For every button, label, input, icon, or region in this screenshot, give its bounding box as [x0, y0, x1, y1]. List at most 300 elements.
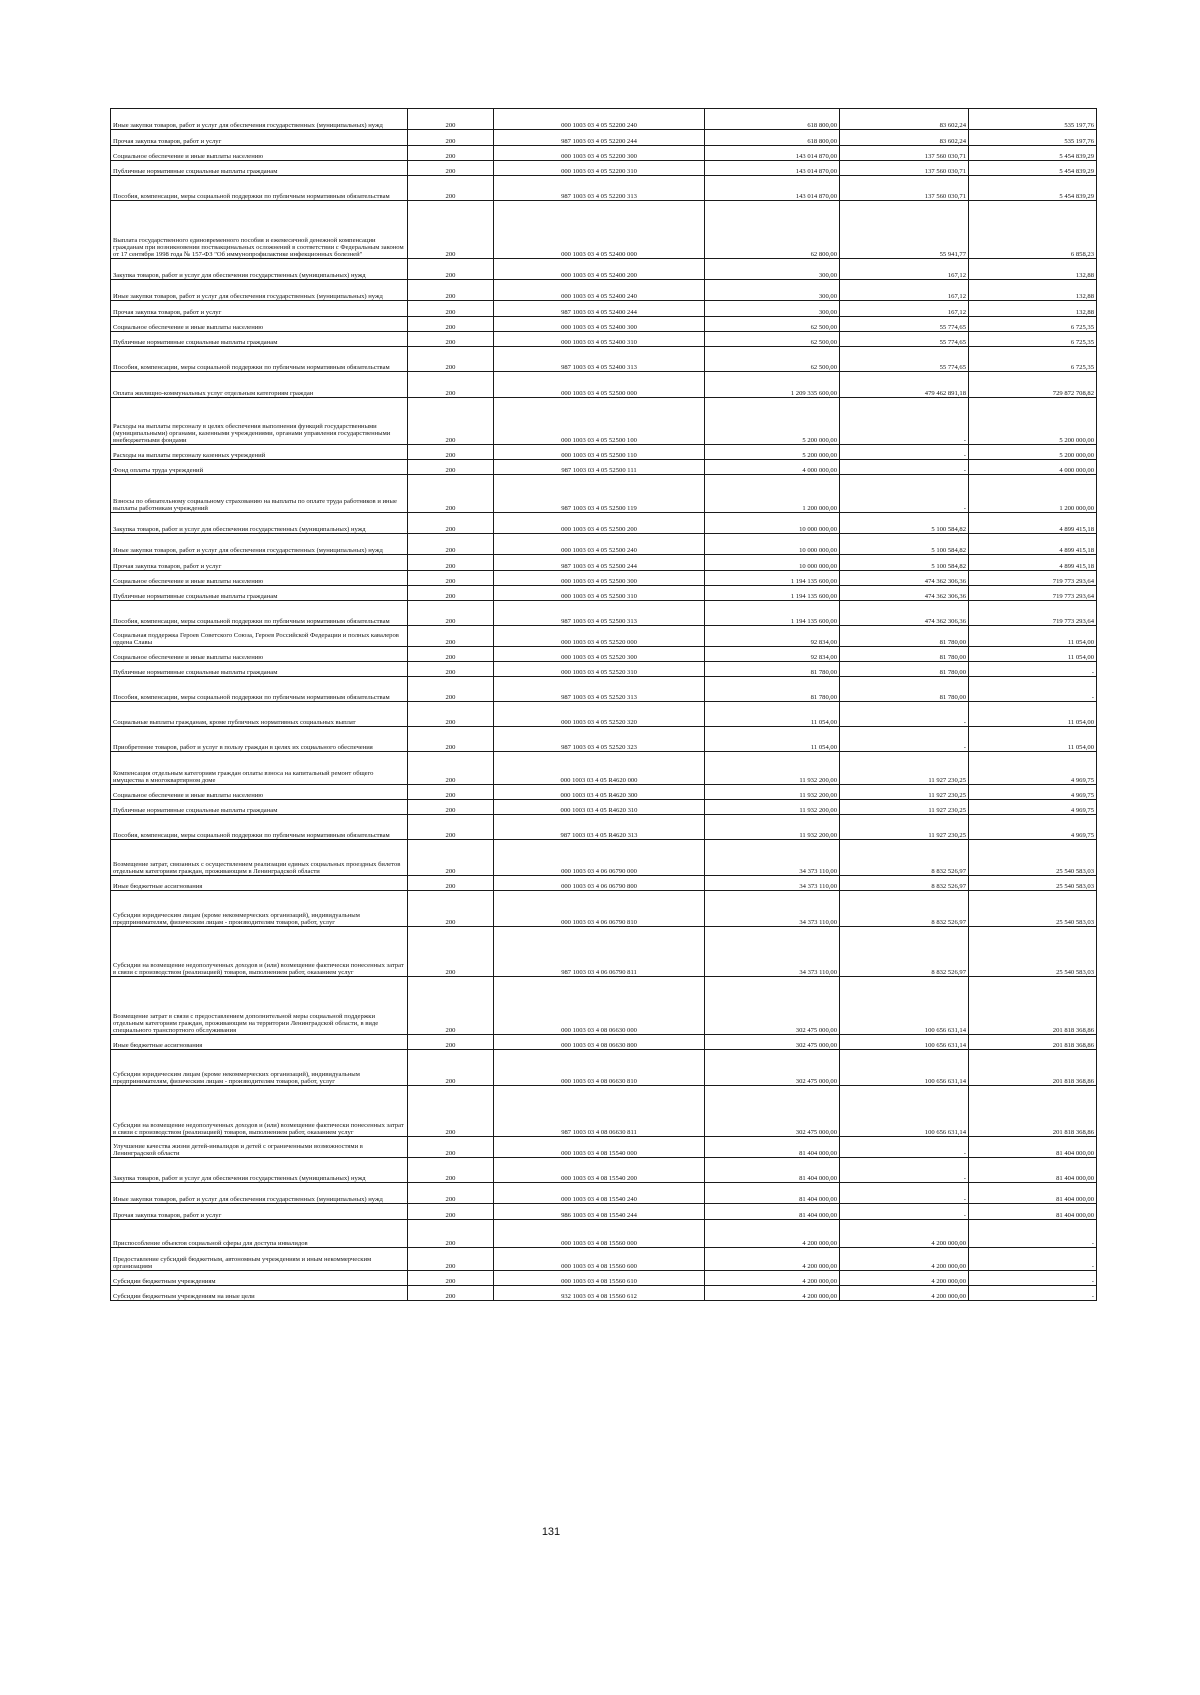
- line-code-cell: 200: [408, 259, 494, 280]
- executed-amount-cell: 8 832 526,97: [840, 891, 969, 927]
- budget-classification-code-cell: 000 1003 03 4 08 15540 240: [494, 1183, 705, 1204]
- approved-amount-cell: 1 194 135 600,00: [705, 571, 840, 586]
- executed-amount-cell: 83 602,24: [840, 109, 969, 130]
- budget-classification-code-cell: 987 1003 03 4 05 52520 323: [494, 727, 705, 752]
- line-code-cell: 200: [408, 332, 494, 347]
- line-code-cell: 200: [408, 176, 494, 201]
- expense-name-cell: Иные бюджетные ассигнования: [111, 1035, 408, 1050]
- executed-amount-cell: 55 774,65: [840, 332, 969, 347]
- table-row: [111, 534, 1097, 555]
- executed-amount-cell: 11 927 230,25: [840, 800, 969, 815]
- line-code-cell: 200: [408, 201, 494, 259]
- approved-amount-cell: 143 014 870,00: [705, 176, 840, 201]
- approved-amount-cell: 143 014 870,00: [705, 161, 840, 176]
- executed-amount-cell: 81 780,00: [840, 662, 969, 677]
- line-code-cell: 200: [408, 571, 494, 586]
- approved-amount-cell: 34 373 110,00: [705, 927, 840, 977]
- table-row: [111, 513, 1097, 534]
- expense-name-cell: Расходы на выплаты персоналу казенных учреждений: [111, 445, 408, 460]
- approved-amount-cell: 10 000 000,00: [705, 534, 840, 555]
- expense-name-cell: Закупка товаров, работ и услуг для обеспечения государственных (муниципальных) нужд: [111, 513, 408, 534]
- line-code-cell: 200: [408, 1158, 494, 1183]
- budget-classification-code-cell: 987 1003 03 4 05 52200 244: [494, 130, 705, 146]
- executed-amount-cell: -: [840, 702, 969, 727]
- executed-amount-cell: 83 602,24: [840, 130, 969, 146]
- approved-amount-cell: 81 780,00: [705, 662, 840, 677]
- approved-amount-cell: 618 800,00: [705, 109, 840, 130]
- unexecuted-amount-cell: 5 200 000,00: [969, 398, 1097, 445]
- line-code-cell: 200: [408, 130, 494, 146]
- approved-amount-cell: 300,00: [705, 301, 840, 317]
- line-code-cell: 200: [408, 1035, 494, 1050]
- line-code-cell: 200: [408, 586, 494, 601]
- approved-amount-cell: 62 500,00: [705, 332, 840, 347]
- budget-classification-code-cell: 000 1003 03 4 05 52520 320: [494, 702, 705, 727]
- line-code-cell: 200: [408, 626, 494, 647]
- executed-amount-cell: 11 927 230,25: [840, 752, 969, 785]
- expense-name-cell: Пособия, компенсации, меры социальной поддержки по публичным нормативным обязательствам: [111, 677, 408, 702]
- expense-name-cell: Приспособление объектов социальной сферы для доступа инвалидов: [111, 1220, 408, 1248]
- table-row: [111, 259, 1097, 280]
- budget-classification-code-cell: 000 1003 03 4 08 15560 600: [494, 1248, 705, 1271]
- line-code-cell: 200: [408, 752, 494, 785]
- approved-amount-cell: 618 800,00: [705, 130, 840, 146]
- budget-classification-code-cell: 000 1003 03 4 05 52500 110: [494, 445, 705, 460]
- line-code-cell: 200: [408, 800, 494, 815]
- unexecuted-amount-cell: 5 200 000,00: [969, 445, 1097, 460]
- approved-amount-cell: 143 014 870,00: [705, 146, 840, 161]
- table-row: [111, 977, 1097, 1035]
- expense-name-cell: Публичные нормативные социальные выплаты гражданам: [111, 161, 408, 176]
- expense-name-cell: Взносы по обязательному социальному страхованию на выплаты по оплате труда работников и иные выплаты работникам учреждений: [111, 475, 408, 513]
- table-row: [111, 647, 1097, 662]
- expense-name-cell: Пособия, компенсации, меры социальной поддержки по публичным нормативным обязательствам: [111, 347, 408, 372]
- expense-name-cell: Иные закупки товаров, работ и услуг для обеспечения государственных (муниципальных) нужд: [111, 534, 408, 555]
- approved-amount-cell: 4 200 000,00: [705, 1220, 840, 1248]
- unexecuted-amount-cell: 5 454 839,29: [969, 146, 1097, 161]
- line-code-cell: 200: [408, 146, 494, 161]
- unexecuted-amount-cell: 535 197,76: [969, 130, 1097, 146]
- line-code-cell: 200: [408, 301, 494, 317]
- unexecuted-amount-cell: 535 197,76: [969, 109, 1097, 130]
- approved-amount-cell: 11 054,00: [705, 727, 840, 752]
- line-code-cell: 200: [408, 1050, 494, 1086]
- budget-classification-code-cell: 987 1003 03 4 08 06630 811: [494, 1086, 705, 1137]
- table-row: [111, 130, 1097, 146]
- approved-amount-cell: 11 932 200,00: [705, 752, 840, 785]
- unexecuted-amount-cell: 4 899 415,18: [969, 555, 1097, 571]
- budget-classification-code-cell: 987 1003 03 4 05 R4620 313: [494, 815, 705, 840]
- executed-amount-cell: 4 200 000,00: [840, 1248, 969, 1271]
- expense-name-cell: Социальная поддержка Героев Советского Союза, Героев Российской Федерации и полных кавалеров ордена Славы: [111, 626, 408, 647]
- approved-amount-cell: 81 404 000,00: [705, 1204, 840, 1220]
- line-code-cell: 200: [408, 891, 494, 927]
- unexecuted-amount-cell: 81 404 000,00: [969, 1158, 1097, 1183]
- budget-classification-code-cell: 987 1003 03 4 05 52500 111: [494, 460, 705, 475]
- approved-amount-cell: 81 780,00: [705, 677, 840, 702]
- line-code-cell: 200: [408, 1183, 494, 1204]
- budget-classification-code-cell: 987 1003 03 4 05 52400 313: [494, 347, 705, 372]
- expense-name-cell: Субсидии бюджетным учреждениям: [111, 1271, 408, 1286]
- unexecuted-amount-cell: 4 969,75: [969, 800, 1097, 815]
- executed-amount-cell: 4 200 000,00: [840, 1286, 969, 1301]
- unexecuted-amount-cell: 11 054,00: [969, 702, 1097, 727]
- line-code-cell: 200: [408, 1286, 494, 1301]
- line-code-cell: 200: [408, 702, 494, 727]
- line-code-cell: 200: [408, 1086, 494, 1137]
- budget-classification-code-cell: 000 1003 03 4 05 52200 240: [494, 109, 705, 130]
- budget-classification-code-cell: 000 1003 03 4 05 52500 000: [494, 372, 705, 398]
- table-row: [111, 800, 1097, 815]
- table-row: [111, 280, 1097, 301]
- expense-name-cell: Предоставление субсидий бюджетным, автономным учреждениям и иным некоммерческим организациям: [111, 1248, 408, 1271]
- table-row: [111, 785, 1097, 800]
- executed-amount-cell: 137 560 030,71: [840, 176, 969, 201]
- line-code-cell: 200: [408, 109, 494, 130]
- budget-classification-code-cell: 000 1003 03 4 08 06630 000: [494, 977, 705, 1035]
- table-row: [111, 1248, 1097, 1271]
- budget-classification-code-cell: 987 1003 03 4 05 52500 313: [494, 601, 705, 626]
- executed-amount-cell: 81 780,00: [840, 677, 969, 702]
- table-row: [111, 475, 1097, 513]
- table-row: [111, 1286, 1097, 1301]
- expense-name-cell: Улучшение качества жизни детей-инвалидов и детей с ограниченными возможностями в Ленинградской области: [111, 1137, 408, 1158]
- executed-amount-cell: 100 656 631,14: [840, 1035, 969, 1050]
- executed-amount-cell: -: [840, 475, 969, 513]
- approved-amount-cell: 92 834,00: [705, 626, 840, 647]
- budget-classification-code-cell: 000 1003 03 4 05 52520 310: [494, 662, 705, 677]
- unexecuted-amount-cell: -: [969, 677, 1097, 702]
- unexecuted-amount-cell: 132,88: [969, 280, 1097, 301]
- expense-name-cell: Закупка товаров, работ и услуг для обеспечения государственных (муниципальных) нужд: [111, 259, 408, 280]
- executed-amount-cell: 81 780,00: [840, 647, 969, 662]
- expense-name-cell: Субсидии на возмещение недополученных доходов и (или) возмещение фактически понесенных затрат в связи с производством (реализацией) товаров, выполнением работ, оказанием услуг: [111, 927, 408, 977]
- executed-amount-cell: 479 462 891,18: [840, 372, 969, 398]
- table-body: [111, 109, 1097, 1301]
- line-code-cell: 200: [408, 347, 494, 372]
- expense-name-cell: Фонд оплаты труда учреждений: [111, 460, 408, 475]
- budget-classification-code-cell: 000 1003 03 4 05 52500 200: [494, 513, 705, 534]
- executed-amount-cell: 100 656 631,14: [840, 1086, 969, 1137]
- table-row: [111, 677, 1097, 702]
- table-row: [111, 146, 1097, 161]
- table-row: [111, 109, 1097, 130]
- approved-amount-cell: 62 500,00: [705, 347, 840, 372]
- line-code-cell: 200: [408, 280, 494, 301]
- executed-amount-cell: 5 100 584,82: [840, 513, 969, 534]
- budget-classification-code-cell: 000 1003 03 4 05 52400 000: [494, 201, 705, 259]
- budget-classification-code-cell: 000 1003 03 4 06 06790 800: [494, 876, 705, 891]
- budget-classification-code-cell: 000 1003 03 4 08 15540 200: [494, 1158, 705, 1183]
- unexecuted-amount-cell: 6 725,35: [969, 332, 1097, 347]
- budget-execution-table: [110, 108, 1097, 1301]
- approved-amount-cell: 302 475 000,00: [705, 1035, 840, 1050]
- approved-amount-cell: 81 404 000,00: [705, 1137, 840, 1158]
- table-row: [111, 571, 1097, 586]
- line-code-cell: 200: [408, 840, 494, 876]
- executed-amount-cell: 474 362 306,36: [840, 586, 969, 601]
- expense-name-cell: Публичные нормативные социальные выплаты гражданам: [111, 586, 408, 601]
- approved-amount-cell: 34 373 110,00: [705, 840, 840, 876]
- budget-classification-code-cell: 000 1003 03 4 05 52520 000: [494, 626, 705, 647]
- unexecuted-amount-cell: 719 773 293,64: [969, 571, 1097, 586]
- expense-name-cell: Публичные нормативные социальные выплаты гражданам: [111, 800, 408, 815]
- executed-amount-cell: 55 774,65: [840, 347, 969, 372]
- table-row: [111, 1035, 1097, 1050]
- table-row: [111, 1158, 1097, 1183]
- budget-classification-code-cell: 986 1003 03 4 08 15540 244: [494, 1204, 705, 1220]
- expense-name-cell: Закупка товаров, работ и услуг для обеспечения государственных (муниципальных) нужд: [111, 1158, 408, 1183]
- approved-amount-cell: 4 200 000,00: [705, 1271, 840, 1286]
- line-code-cell: 200: [408, 372, 494, 398]
- budget-classification-code-cell: 000 1003 03 4 05 52520 300: [494, 647, 705, 662]
- budget-classification-code-cell: 000 1003 03 4 08 15540 000: [494, 1137, 705, 1158]
- approved-amount-cell: 4 000 000,00: [705, 460, 840, 475]
- approved-amount-cell: 34 373 110,00: [705, 891, 840, 927]
- unexecuted-amount-cell: 4 969,75: [969, 785, 1097, 800]
- executed-amount-cell: 167,12: [840, 259, 969, 280]
- unexecuted-amount-cell: 5 454 839,29: [969, 176, 1097, 201]
- approved-amount-cell: 11 932 200,00: [705, 815, 840, 840]
- expense-name-cell: Публичные нормативные социальные выплаты гражданам: [111, 662, 408, 677]
- executed-amount-cell: 81 780,00: [840, 626, 969, 647]
- approved-amount-cell: 11 054,00: [705, 702, 840, 727]
- expense-name-cell: Социальное обеспечение и иные выплаты населению: [111, 571, 408, 586]
- executed-amount-cell: 4 200 000,00: [840, 1220, 969, 1248]
- table-row: [111, 815, 1097, 840]
- table-row: [111, 1050, 1097, 1086]
- approved-amount-cell: 1 209 335 600,00: [705, 372, 840, 398]
- unexecuted-amount-cell: 25 540 583,03: [969, 876, 1097, 891]
- expense-name-cell: Оплата жилищно-коммунальных услуг отдельным категориям граждан: [111, 372, 408, 398]
- table-row: [111, 372, 1097, 398]
- table-row: [111, 1086, 1097, 1137]
- line-code-cell: 200: [408, 513, 494, 534]
- table-row: [111, 555, 1097, 571]
- approved-amount-cell: 11 932 200,00: [705, 785, 840, 800]
- table-row: [111, 727, 1097, 752]
- table-row: [111, 445, 1097, 460]
- approved-amount-cell: 81 404 000,00: [705, 1158, 840, 1183]
- expense-name-cell: Социальное обеспечение и иные выплаты населению: [111, 647, 408, 662]
- unexecuted-amount-cell: 4 000 000,00: [969, 460, 1097, 475]
- table-row: [111, 626, 1097, 647]
- unexecuted-amount-cell: 4 969,75: [969, 752, 1097, 785]
- unexecuted-amount-cell: 5 454 839,29: [969, 161, 1097, 176]
- expense-name-cell: Субсидии юридическим лицам (кроме некоммерческих организаций), индивидуальным предпринимателям, физическим лицам - производителям товаров, работ, услуг: [111, 891, 408, 927]
- table-row: [111, 891, 1097, 927]
- expense-name-cell: Субсидии на возмещение недополученных доходов и (или) возмещение фактически понесенных затрат в связи с производством (реализацией) товаров, выполнением работ, оказанием услуг: [111, 1086, 408, 1137]
- approved-amount-cell: 81 404 000,00: [705, 1183, 840, 1204]
- unexecuted-amount-cell: 4 899 415,18: [969, 534, 1097, 555]
- unexecuted-amount-cell: 201 818 368,86: [969, 1035, 1097, 1050]
- line-code-cell: 200: [408, 1137, 494, 1158]
- approved-amount-cell: 4 200 000,00: [705, 1286, 840, 1301]
- expense-name-cell: Субсидии бюджетным учреждениям на иные цели: [111, 1286, 408, 1301]
- table-row: [111, 601, 1097, 626]
- executed-amount-cell: 5 100 584,82: [840, 534, 969, 555]
- unexecuted-amount-cell: 4 969,75: [969, 815, 1097, 840]
- budget-classification-code-cell: 987 1003 03 4 05 52200 313: [494, 176, 705, 201]
- expense-name-cell: Социальное обеспечение и иные выплаты населению: [111, 785, 408, 800]
- executed-amount-cell: -: [840, 460, 969, 475]
- unexecuted-amount-cell: 81 404 000,00: [969, 1137, 1097, 1158]
- unexecuted-amount-cell: 201 818 368,86: [969, 1050, 1097, 1086]
- budget-classification-code-cell: 000 1003 03 4 05 52400 240: [494, 280, 705, 301]
- table-row: [111, 317, 1097, 332]
- budget-classification-code-cell: 000 1003 03 4 08 06630 810: [494, 1050, 705, 1086]
- line-code-cell: 200: [408, 1204, 494, 1220]
- line-code-cell: 200: [408, 534, 494, 555]
- unexecuted-amount-cell: 729 872 708,82: [969, 372, 1097, 398]
- executed-amount-cell: -: [840, 1204, 969, 1220]
- executed-amount-cell: 11 927 230,25: [840, 785, 969, 800]
- unexecuted-amount-cell: 132,88: [969, 301, 1097, 317]
- expense-name-cell: Прочая закупка товаров, работ и услуг: [111, 1204, 408, 1220]
- executed-amount-cell: 100 656 631,14: [840, 1050, 969, 1086]
- unexecuted-amount-cell: -: [969, 1271, 1097, 1286]
- budget-classification-code-cell: 000 1003 03 4 05 52200 300: [494, 146, 705, 161]
- unexecuted-amount-cell: 11 054,00: [969, 647, 1097, 662]
- budget-classification-code-cell: 987 1003 03 4 05 52520 313: [494, 677, 705, 702]
- budget-classification-code-cell: 000 1003 03 4 05 52400 310: [494, 332, 705, 347]
- unexecuted-amount-cell: 4 899 415,18: [969, 513, 1097, 534]
- expense-name-cell: Компенсация отдельным категориям граждан оплаты взноса на капитальный ремонт общего имущества в многоквартирном доме: [111, 752, 408, 785]
- approved-amount-cell: 4 200 000,00: [705, 1248, 840, 1271]
- unexecuted-amount-cell: -: [969, 662, 1097, 677]
- line-code-cell: 200: [408, 662, 494, 677]
- unexecuted-amount-cell: 25 540 583,03: [969, 927, 1097, 977]
- table-row: [111, 1183, 1097, 1204]
- expense-name-cell: Расходы на выплаты персоналу в целях обеспечения выполнения функций государственными (муниципальными) органами, казенными учреждениями, органами управления государственными внебюджетными фондами: [111, 398, 408, 445]
- expense-name-cell: Приобретение товаров, работ и услуг в пользу граждан в целях их социального обеспечения: [111, 727, 408, 752]
- line-code-cell: 200: [408, 398, 494, 445]
- expense-name-cell: Прочая закупка товаров, работ и услуг: [111, 301, 408, 317]
- line-code-cell: 200: [408, 647, 494, 662]
- budget-classification-code-cell: 000 1003 03 4 05 52500 240: [494, 534, 705, 555]
- unexecuted-amount-cell: 25 540 583,03: [969, 891, 1097, 927]
- budget-classification-code-cell: 987 1003 03 4 06 06790 811: [494, 927, 705, 977]
- unexecuted-amount-cell: 6 858,23: [969, 201, 1097, 259]
- executed-amount-cell: 100 656 631,14: [840, 977, 969, 1035]
- approved-amount-cell: 92 834,00: [705, 647, 840, 662]
- expense-name-cell: Иные закупки товаров, работ и услуг для обеспечения государственных (муниципальных) нужд: [111, 280, 408, 301]
- budget-classification-code-cell: 932 1003 03 4 08 15560 612: [494, 1286, 705, 1301]
- line-code-cell: 200: [408, 161, 494, 176]
- unexecuted-amount-cell: 11 054,00: [969, 626, 1097, 647]
- budget-classification-code-cell: 987 1003 03 4 05 52500 119: [494, 475, 705, 513]
- line-code-cell: 200: [408, 677, 494, 702]
- unexecuted-amount-cell: 201 818 368,86: [969, 977, 1097, 1035]
- budget-classification-code-cell: 000 1003 03 4 05 R4620 310: [494, 800, 705, 815]
- line-code-cell: 200: [408, 876, 494, 891]
- unexecuted-amount-cell: 6 725,35: [969, 317, 1097, 332]
- executed-amount-cell: 55 774,65: [840, 317, 969, 332]
- executed-amount-cell: 474 362 306,36: [840, 571, 969, 586]
- table-row: [111, 1271, 1097, 1286]
- unexecuted-amount-cell: 81 404 000,00: [969, 1183, 1097, 1204]
- expense-name-cell: Выплата государственного единовременного пособия и ежемесячной денежной компенсации гражданам при возникновении поствакцинальных осложнений в соответствии с Федеральным законом от 17 сентября 1998 года № 157-ФЗ "Об иммунопрофилактике инфекционных болезней": [111, 201, 408, 259]
- table-row: [111, 702, 1097, 727]
- executed-amount-cell: -: [840, 398, 969, 445]
- approved-amount-cell: 300,00: [705, 280, 840, 301]
- line-code-cell: 200: [408, 555, 494, 571]
- approved-amount-cell: 5 200 000,00: [705, 398, 840, 445]
- executed-amount-cell: 474 362 306,36: [840, 601, 969, 626]
- executed-amount-cell: -: [840, 445, 969, 460]
- budget-classification-code-cell: 000 1003 03 4 05 52400 300: [494, 317, 705, 332]
- expense-name-cell: Социальные выплаты гражданам, кроме публичных нормативных социальных выплат: [111, 702, 408, 727]
- unexecuted-amount-cell: 132,88: [969, 259, 1097, 280]
- line-code-cell: 200: [408, 475, 494, 513]
- executed-amount-cell: -: [840, 1183, 969, 1204]
- executed-amount-cell: 8 832 526,97: [840, 840, 969, 876]
- expense-name-cell: Пособия, компенсации, меры социальной поддержки по публичным нормативным обязательствам: [111, 176, 408, 201]
- executed-amount-cell: -: [840, 727, 969, 752]
- unexecuted-amount-cell: -: [969, 1220, 1097, 1248]
- table-row: [111, 1204, 1097, 1220]
- approved-amount-cell: 1 200 000,00: [705, 475, 840, 513]
- unexecuted-amount-cell: 11 054,00: [969, 727, 1097, 752]
- unexecuted-amount-cell: -: [969, 1286, 1097, 1301]
- line-code-cell: 200: [408, 815, 494, 840]
- executed-amount-cell: -: [840, 1158, 969, 1183]
- unexecuted-amount-cell: 1 200 000,00: [969, 475, 1097, 513]
- table-row: [111, 161, 1097, 176]
- approved-amount-cell: 10 000 000,00: [705, 555, 840, 571]
- table-row: [111, 662, 1097, 677]
- line-code-cell: 200: [408, 601, 494, 626]
- budget-classification-code-cell: 000 1003 03 4 05 52500 300: [494, 571, 705, 586]
- expense-name-cell: Возмещение затрат, связанных с осуществлением реализации единых социальных проездных билетов отдельным категориям граждан, проживающим в Ленинградской области: [111, 840, 408, 876]
- expense-name-cell: Иные закупки товаров, работ и услуг для обеспечения государственных (муниципальных) нужд: [111, 109, 408, 130]
- approved-amount-cell: 300,00: [705, 259, 840, 280]
- budget-classification-code-cell: 000 1003 03 4 05 52400 200: [494, 259, 705, 280]
- line-code-cell: 200: [408, 317, 494, 332]
- line-code-cell: 200: [408, 460, 494, 475]
- executed-amount-cell: 137 560 030,71: [840, 161, 969, 176]
- approved-amount-cell: 62 800,00: [705, 201, 840, 259]
- table-row: [111, 332, 1097, 347]
- unexecuted-amount-cell: 6 725,35: [969, 347, 1097, 372]
- expense-name-cell: Прочая закупка товаров, работ и услуг: [111, 555, 408, 571]
- unexecuted-amount-cell: 81 404 000,00: [969, 1204, 1097, 1220]
- expense-name-cell: Субсидии юридическим лицам (кроме некоммерческих организаций), индивидуальным предпринимателям, физическим лицам - производителям товаров, работ, услуг: [111, 1050, 408, 1086]
- unexecuted-amount-cell: 201 818 368,86: [969, 1086, 1097, 1137]
- executed-amount-cell: 55 941,77: [840, 201, 969, 259]
- approved-amount-cell: 34 373 110,00: [705, 876, 840, 891]
- expense-name-cell: Прочая закупка товаров, работ и услуг: [111, 130, 408, 146]
- table-row: [111, 347, 1097, 372]
- table-row: [111, 301, 1097, 317]
- approved-amount-cell: 1 194 135 600,00: [705, 601, 840, 626]
- executed-amount-cell: 167,12: [840, 301, 969, 317]
- expense-name-cell: Социальное обеспечение и иные выплаты населению: [111, 146, 408, 161]
- table-row: [111, 876, 1097, 891]
- table-row: [111, 586, 1097, 601]
- approved-amount-cell: 302 475 000,00: [705, 1050, 840, 1086]
- table-row: [111, 201, 1097, 259]
- expense-name-cell: Иные закупки товаров, работ и услуг для обеспечения государственных (муниципальных) нужд: [111, 1183, 408, 1204]
- approved-amount-cell: 1 194 135 600,00: [705, 586, 840, 601]
- budget-classification-code-cell: 000 1003 03 4 08 06630 800: [494, 1035, 705, 1050]
- budget-classification-code-cell: 987 1003 03 4 05 52400 244: [494, 301, 705, 317]
- approved-amount-cell: 10 000 000,00: [705, 513, 840, 534]
- executed-amount-cell: 137 560 030,71: [840, 146, 969, 161]
- table-row: [111, 752, 1097, 785]
- table-row: [111, 1137, 1097, 1158]
- budget-classification-code-cell: 000 1003 03 4 05 R4620 000: [494, 752, 705, 785]
